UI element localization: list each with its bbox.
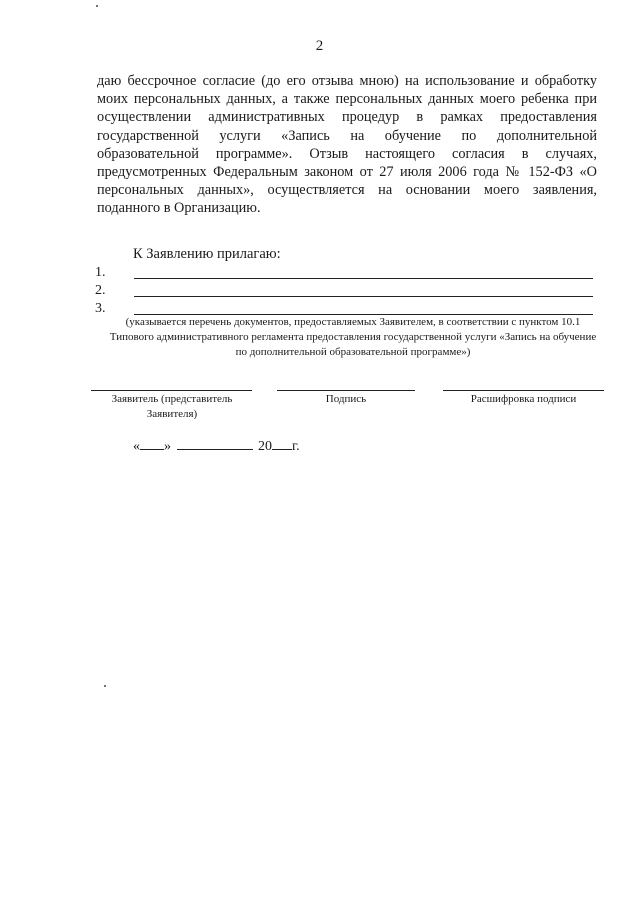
date-open-quote: « bbox=[133, 439, 140, 454]
day-blank[interactable] bbox=[140, 437, 164, 450]
consent-paragraph: даю бессрочное согласие (до его отзыва мною) на использование и обработку моих персональных данных, а также персональных данных моего ребенка при осуществлении административных процедур в рамках предоставления государственной услуги «Запись на обучение по дополнительной образовательной программе». Отзыв настоящего согласия в случаях, предусмотренных Федеральным законом от 27 июля 2006 года № 152-ФЗ «О персональных данных», осуществляется на основании моего заявления, поданного в Организацию. bbox=[97, 73, 597, 217]
applicant-label: Заявитель (представитель Заявителя) bbox=[111, 393, 233, 420]
applicant-line[interactable] bbox=[91, 390, 252, 391]
attachment-number-3: 3. bbox=[95, 301, 106, 316]
year-prefix: 20 bbox=[258, 439, 272, 454]
date-row bbox=[133, 437, 300, 455]
attachments-note: (указывается перечень документов, предоставляемых Заявителем, в соответствии с пунктом 10.1 Типового административного регламента предоставления государственной услуги «Запись на обучение по дополнительной образовательной программе») bbox=[109, 316, 597, 358]
attachment-number-2: 2. bbox=[95, 283, 106, 298]
page-number: 2 bbox=[315, 38, 324, 54]
attachment-line-2[interactable] bbox=[134, 296, 593, 297]
signature-line[interactable] bbox=[277, 390, 415, 391]
signature-label: Подпись bbox=[325, 393, 367, 405]
attachment-number-1: 1. bbox=[95, 265, 106, 280]
decoding-label: Расшифровка подписи bbox=[470, 393, 577, 405]
scan-mark-bottom bbox=[104, 685, 106, 687]
attachments-heading: К Заявлению прилагаю: bbox=[133, 246, 281, 262]
month-blank[interactable] bbox=[177, 437, 253, 450]
date-close-quote: » bbox=[164, 439, 171, 454]
year-blank[interactable] bbox=[272, 437, 292, 450]
year-suffix: г. bbox=[292, 439, 300, 454]
attachment-line-1[interactable] bbox=[134, 278, 593, 279]
decoding-line[interactable] bbox=[443, 390, 604, 391]
scan-mark-top bbox=[96, 5, 98, 7]
